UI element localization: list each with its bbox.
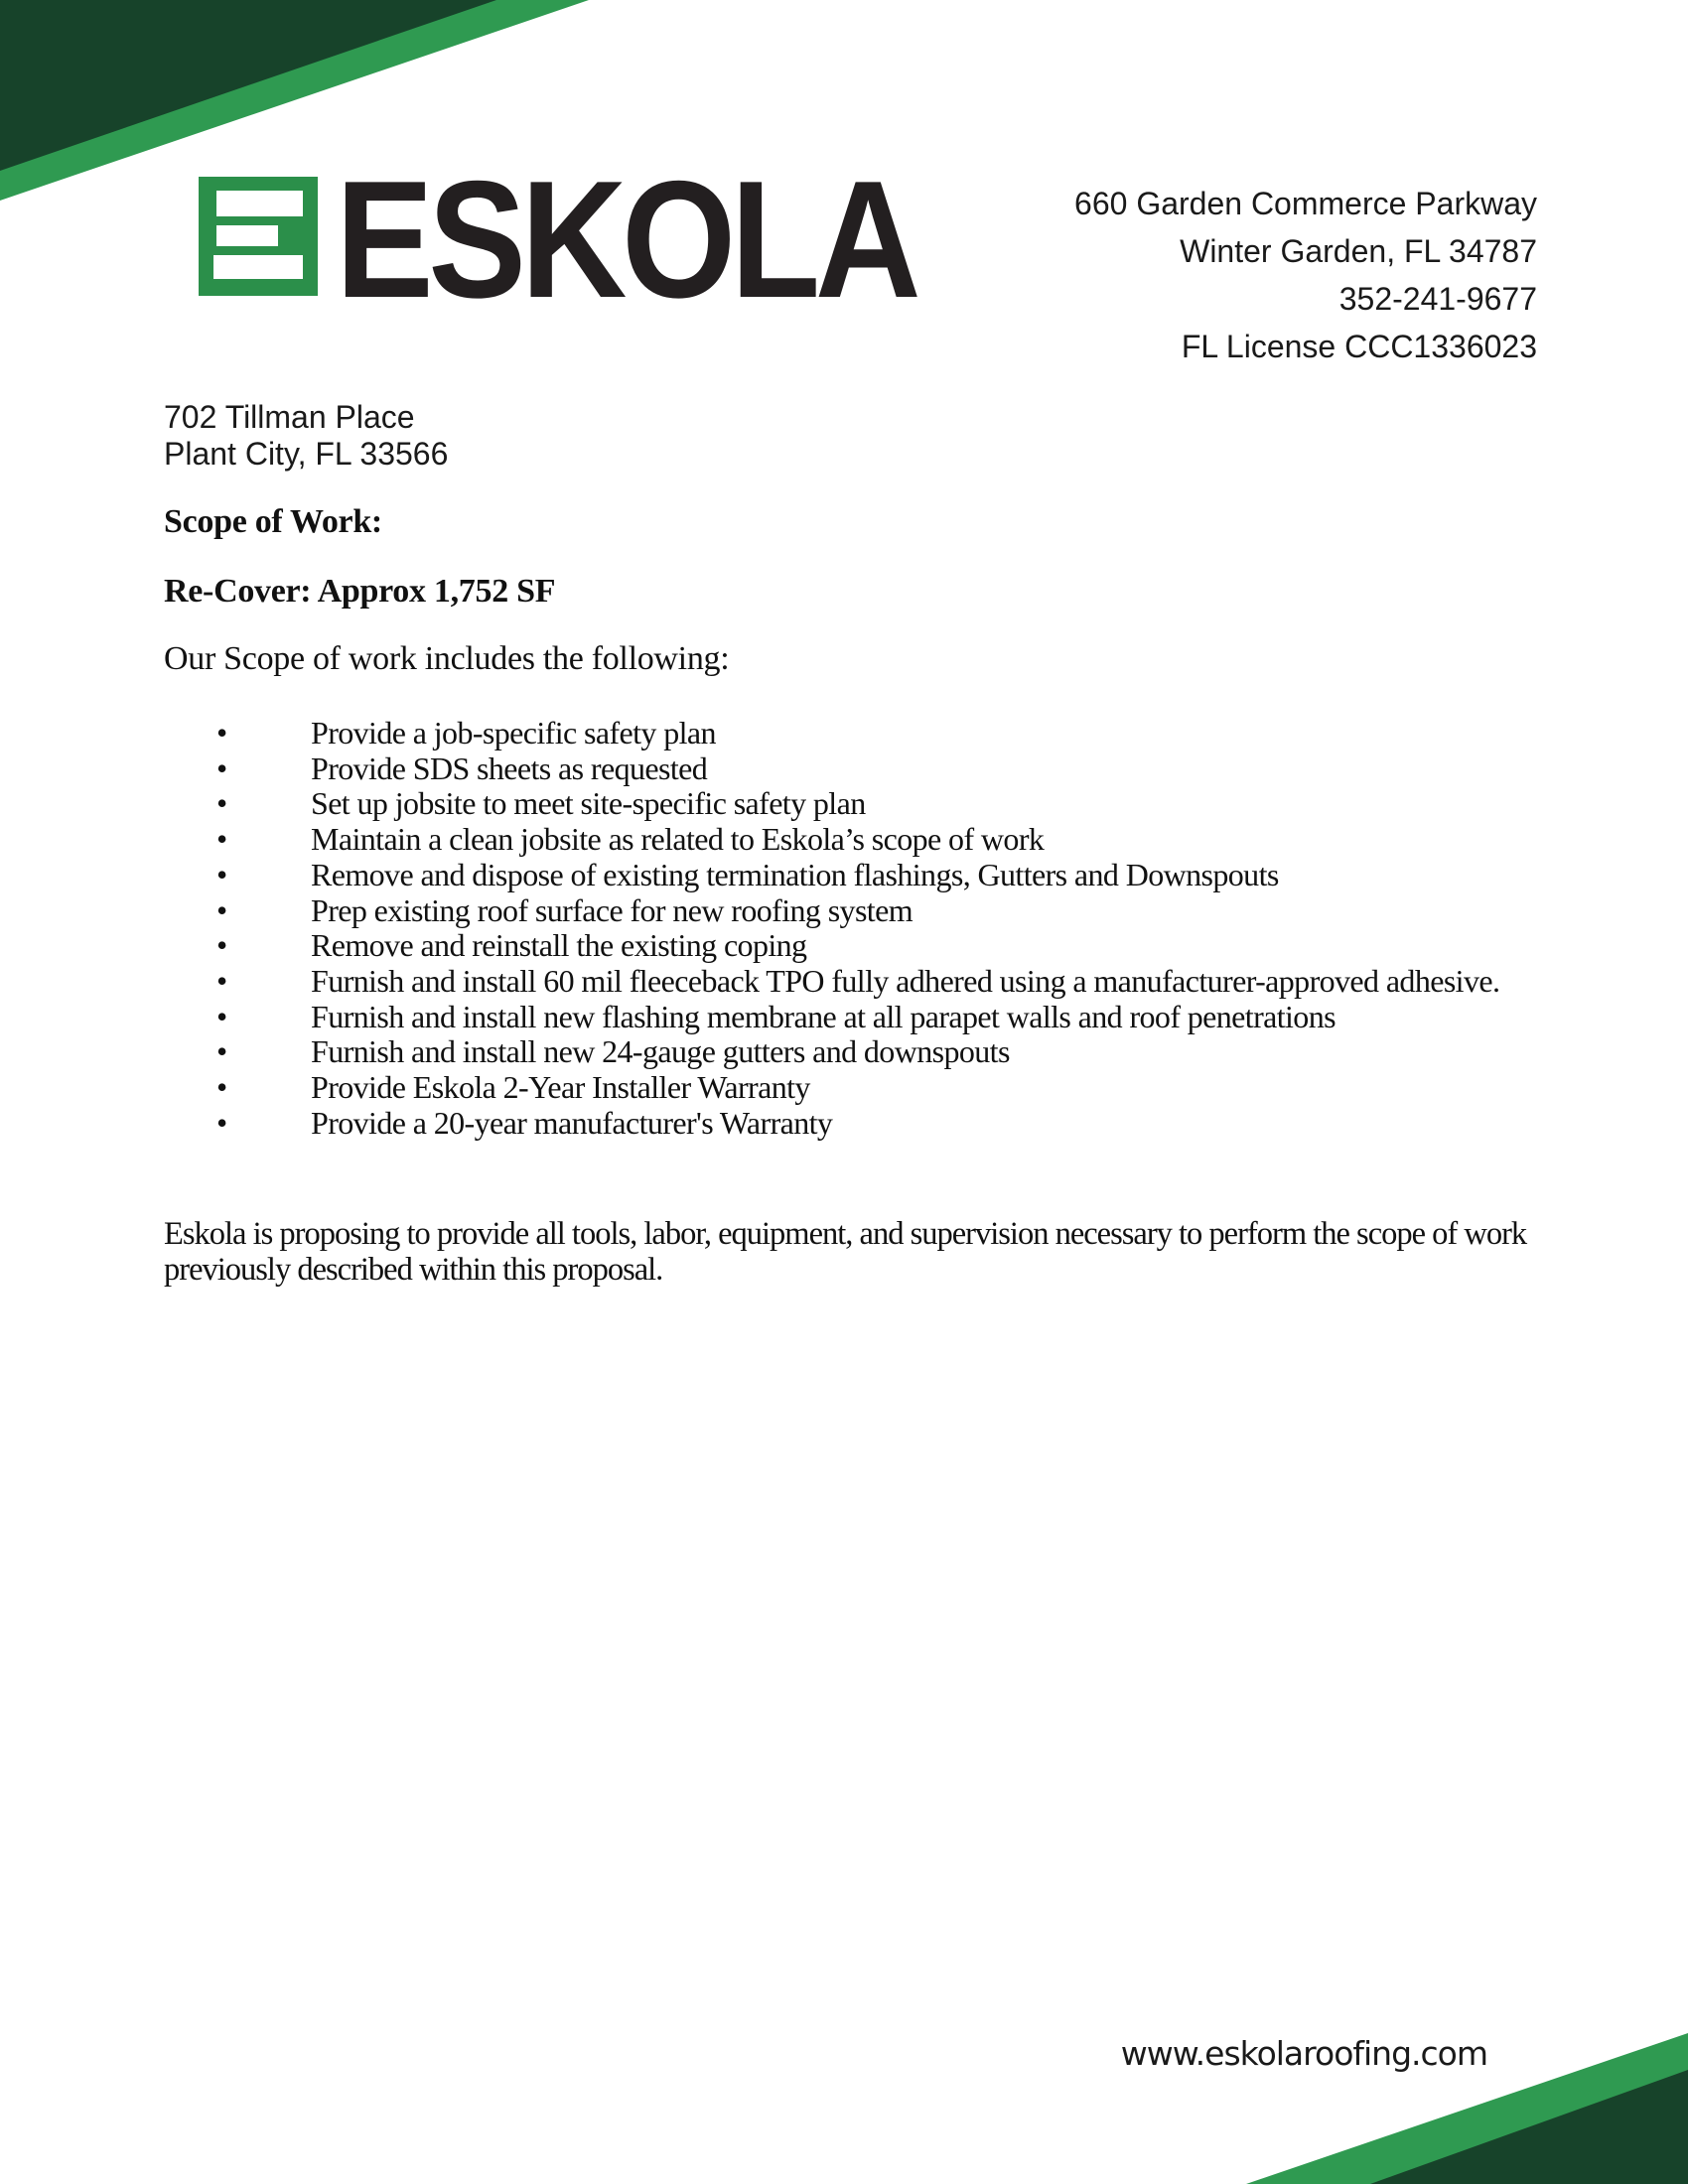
- eskola-e-icon: [199, 177, 318, 296]
- bullet-text: Furnish and install new 24-gauge gutters and downspouts: [311, 1033, 1010, 1070]
- recipient-line: Plant City, FL 33566: [164, 436, 449, 472]
- scope-of-work-heading: Scope of Work:: [164, 503, 382, 540]
- bullet-item: [216, 1070, 1499, 1106]
- eskola-wordmark: ESKOLA: [336, 146, 916, 333]
- logo-bar-top: [216, 191, 303, 216]
- bullet-text: Furnish and install 60 mil fleeceback TPO fully adhered using a manufacturer-approved adhesive.: [311, 962, 1500, 999]
- address-line: FL License CCC1336023: [1181, 329, 1537, 364]
- address-line: 352-241-9677: [1338, 281, 1537, 317]
- bullet-text: Provide SDS sheets as requested: [311, 750, 708, 786]
- recipient-line: 702 Tillman Place: [164, 399, 415, 435]
- bullet-text: Provide a job-specific safety plan: [311, 715, 716, 751]
- bullet-item: [216, 1106, 1499, 1142]
- scope-bullet-list: [216, 716, 1499, 1141]
- bullet-text: Remove and reinstall the existing coping: [311, 927, 807, 964]
- bullet-item: [216, 1034, 1499, 1070]
- website-url: www.eskolaroofing.com: [1120, 2034, 1487, 2073]
- bullet-item: [216, 786, 1499, 822]
- bullet-text: Furnish and install new flashing membrane at all parapet walls and roof penetrations: [311, 998, 1336, 1034]
- list-intro: Our Scope of work includes the following:: [164, 640, 730, 677]
- bullet-text: Maintain a clean jobsite as related to Eskola’s scope of work: [311, 821, 1045, 858]
- company-address-block: [1074, 180, 1537, 370]
- bullet-text: Remove and dispose of existing termination flashings, Gutters and Downspouts: [311, 856, 1279, 892]
- bullet-text: Prep existing roof surface for new roofing system: [311, 891, 913, 928]
- bullet-item: [216, 858, 1499, 893]
- bullet-item: [216, 893, 1499, 929]
- bullet-item: [216, 716, 1499, 751]
- recover-heading: Re-Cover: Approx 1,752 SF: [164, 573, 556, 610]
- recipient-address-block: [164, 399, 448, 473]
- bullet-item: [216, 964, 1499, 1000]
- bullet-item: [216, 751, 1499, 787]
- bullet-text: Provide a 20-year manufacturer's Warranty: [311, 1104, 833, 1141]
- bullet-text: Set up jobsite to meet site-specific safety plan: [311, 785, 866, 822]
- address-line: Winter Garden, FL 34787: [1180, 233, 1537, 269]
- bullet-item: [216, 928, 1499, 964]
- bullet-item: [216, 1000, 1499, 1035]
- logo-bar-middle: [216, 225, 278, 246]
- bullet-text: Provide Eskola 2-Year Installer Warranty: [311, 1069, 810, 1106]
- address-line: 660 Garden Commerce Parkway: [1074, 186, 1537, 221]
- closing-paragraph: Eskola is proposing to provide all tools, labor, equipment, and supervision necessary to perform the scope of work previously described within this proposal.: [164, 1216, 1527, 1288]
- bullet-item: [216, 822, 1499, 858]
- logo-bar-bottom: [213, 255, 303, 279]
